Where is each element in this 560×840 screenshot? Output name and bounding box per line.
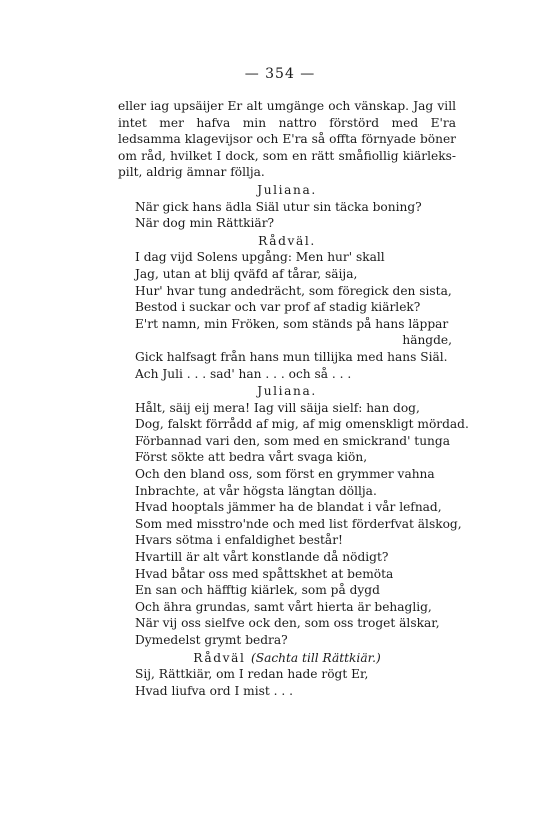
verse-line: Inbrachte, at vår högsta längtan döllja.: [135, 483, 377, 498]
verse-line: Dymedelst grymt bedra?: [135, 633, 288, 647]
speaker-name: Rådväl.: [258, 233, 316, 248]
verse-line: När gick hans ädla Siäl utur sin täcka boning?: [135, 199, 422, 214]
stage-direction: (Sachta till Rättkiär.): [250, 650, 381, 665]
speech-block: [135, 199, 456, 232]
verse-line: När dog min Rättkiär?: [135, 216, 275, 231]
verse-line: Hvars sötma i enfaldighet består!: [135, 533, 343, 548]
verse-line: Hvad liufva ord I mist . . .: [135, 683, 294, 698]
verse-line: Bestod i suckar och var prof af stadig kiärlek?: [135, 300, 421, 315]
verse-line: Hvad hooptals jämmer ha de blandat i vår lefnad,: [135, 500, 442, 515]
verse-line: Hvad båtar oss med spåttskhet at bemöta: [135, 566, 394, 581]
verse-line: Dog, falskt förrådd af mig, af mig omenskligt mördad.: [135, 417, 469, 432]
verse-line: Sij, Rättkiär, om I redan hade rögt Er,: [135, 667, 369, 682]
verse-line: Gick halfsagt från hans mun tillijka med hans Siäl.: [135, 349, 448, 364]
verse-line: I dag vijd Solens upgång: Men hur' skall: [135, 250, 385, 265]
verse-line: Jag, utan at blij qväfd af tårar, säija,: [135, 266, 358, 281]
speaker-name: Juliana.: [257, 182, 317, 197]
speaker-heading: [118, 650, 456, 667]
speech-block: [135, 249, 456, 382]
prose-paragraph: eller iag upsäijer Er alt umgänge och vänskap. Jag vill intet mer hafva min nattro förstörd med E'ra ledsamma klagevijsor och E'ra så offta förnyade böner om råd, hvilket I dock, som en rätt småfiollig kiärleks-pilt, aldrig ämnar föllja.: [118, 99, 456, 180]
text-body: [118, 98, 469, 699]
verse-line: Hålt, säij eij mera! Iag vill säija sielf: han dog,: [135, 400, 420, 415]
verse-line: Och den bland oss, som först en grymmer vahna: [135, 467, 435, 482]
verse-line: E'rt namn, min Fröken, som ständs på hans läppar: [135, 316, 449, 331]
verse-line-continuation: hängde,: [402, 333, 452, 348]
verse-line: En san och häfftig kiärlek, som på dygd: [135, 583, 380, 598]
verse-line: Och ähra grundas, samt vårt hierta är behaglig,: [135, 599, 432, 614]
verse-line: Förbannad vari den, som med en smickrand' tunga: [135, 433, 450, 448]
speech-block: [135, 400, 469, 649]
speaker-name: Rådväl: [193, 650, 246, 665]
verse-line: Först sökte att bedra vårt svaga kiön,: [135, 450, 368, 465]
prose-paragraph-block: [118, 98, 456, 181]
verse-line: Ach Juli . . . sad' han . . . och så . . .: [135, 366, 352, 381]
speaker-name: Juliana.: [257, 384, 317, 399]
verse-line: När vij oss sielfve ock den, som oss troget älskar,: [135, 616, 440, 631]
speech-block: [135, 666, 456, 699]
verse-line: Hur' hvar tung andedrächt, som föregick den sista,: [135, 283, 452, 298]
page-number: — 354 —: [244, 66, 316, 82]
verse-line: Som med misstro'nde och med list förderfvat älskog,: [135, 516, 462, 531]
verse-line: Hvartill är alt vårt konstlande då nödigt?: [135, 550, 389, 565]
